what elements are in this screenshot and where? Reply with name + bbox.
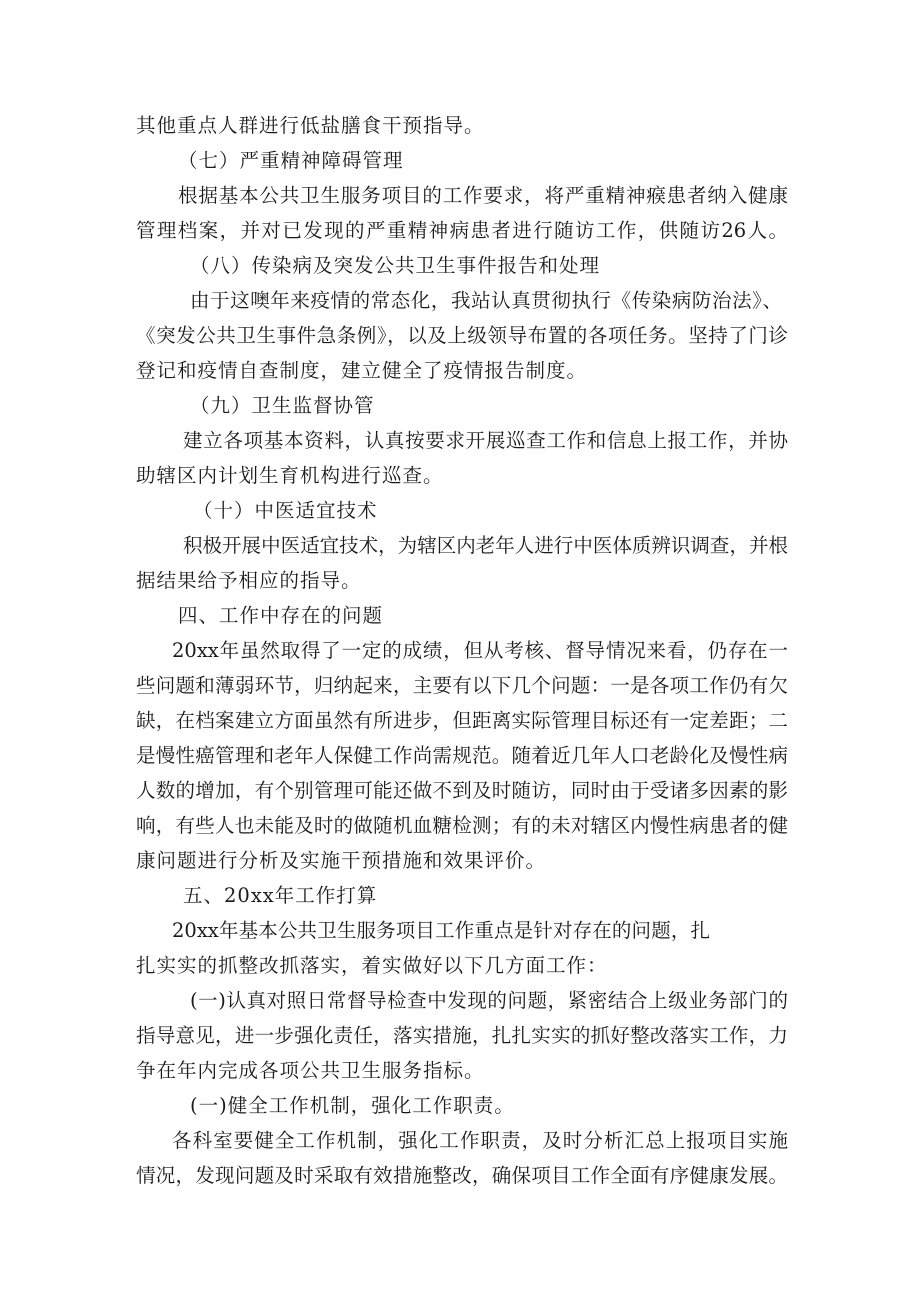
text-line: 积极开展中医适宜技术，为辖区内老年人进行中医体质辨识调查，并根 [183, 534, 788, 557]
text-line: 情况，发现问题及时采取有效措施整改，确保项目工作全面有序健康发展。 [136, 1164, 788, 1187]
text-line: 响，有些人也未能及时的做随机血糖检测；有的未对辖区内慢性病患者的健 [136, 814, 788, 837]
text-line: 其他重点人群进行低盐膳食干预指导。 [136, 114, 485, 137]
text-line: 《突发公共卫生事件急条例》，以及上级领导布置的各项任务。坚持了门诊 [136, 324, 788, 347]
text-line: 些问题和薄弱环节，归纳起来，主要有以下几个问题：一是各项工作仍有欠 [136, 674, 788, 697]
section-heading: （九）卫生监督协管 [190, 394, 375, 417]
text-line: 据结果给予相应的指导。 [136, 569, 362, 592]
text-line: 各科室要健全工作机制，强化工作职责，及时分析汇总上报项目实施 [172, 1129, 788, 1152]
text-line: 缺，在档案建立方面虽然有所进步，但距离实际管理目标还有一定差距；二 [136, 709, 788, 732]
text-line: 20xx年基本公共卫生服务项目工作重点是针对存在的问题，扎 [172, 919, 710, 942]
section-heading: (一)健全工作机制，强化工作职责。 [190, 1094, 515, 1117]
text-line: 指导意见，进一步强化责任，落实措施，扎扎实实的抓好整改落实工作，力 [136, 1024, 788, 1047]
text-line: 康问题进行分析及实施干预措施和效果评价。 [136, 849, 547, 872]
section-heading: （七）严重精神障碍管理 [178, 149, 404, 172]
text-line: 20xx年虽然取得了一定的成绩，但从考核、督导情况来看，仍存在一 [172, 639, 788, 662]
text-line: 管理档案，并对已发现的严重精神病患者进行随访工作，供随访26人。 [136, 219, 788, 242]
section-heading: （十）中医适宜技术 [193, 499, 378, 522]
section-heading: 四、工作中存在的问题 [178, 604, 384, 627]
text-line: 建立各项基本资料，认真按要求开展巡查工作和信息上报工作，并协 [183, 429, 788, 452]
text-line: 由于这噢年来疫情的常态化，我站认真贯彻执行《传染病防治法》、 [190, 289, 782, 312]
text-line: 根据基本公共卫生服务项目的工作要求，将严重精神瘊患者纳入健康 [178, 184, 788, 207]
text-line: 争在年内完成各项公共卫生服务指标。 [136, 1059, 485, 1082]
text-line: (一)认真对照日常督导检查中发现的问题，紧密结合上级业务部门的 [190, 989, 788, 1012]
section-heading: （八）传染病及突发公共卫生事件报告和处理 [190, 254, 601, 277]
text-line: 助辖区内计划生育机构进行巡查。 [136, 464, 444, 487]
text-line: 登记和疫情自查制度，建立健全了疫情报告制度。 [136, 359, 588, 382]
text-line: 扎实实的抓整改抓落实，着实做好以下几方面工作： [136, 954, 608, 977]
text-line: 人数的增加，有个别管理可能还做不到及时随访，同时由于受诸多因素的影 [136, 779, 788, 802]
section-heading: 五、20xx年工作打算 [183, 884, 378, 907]
text-line: 是慢性癌管理和老年人保健工作尚需规范。随着近几年人口老龄化及慢性病 [136, 744, 788, 767]
